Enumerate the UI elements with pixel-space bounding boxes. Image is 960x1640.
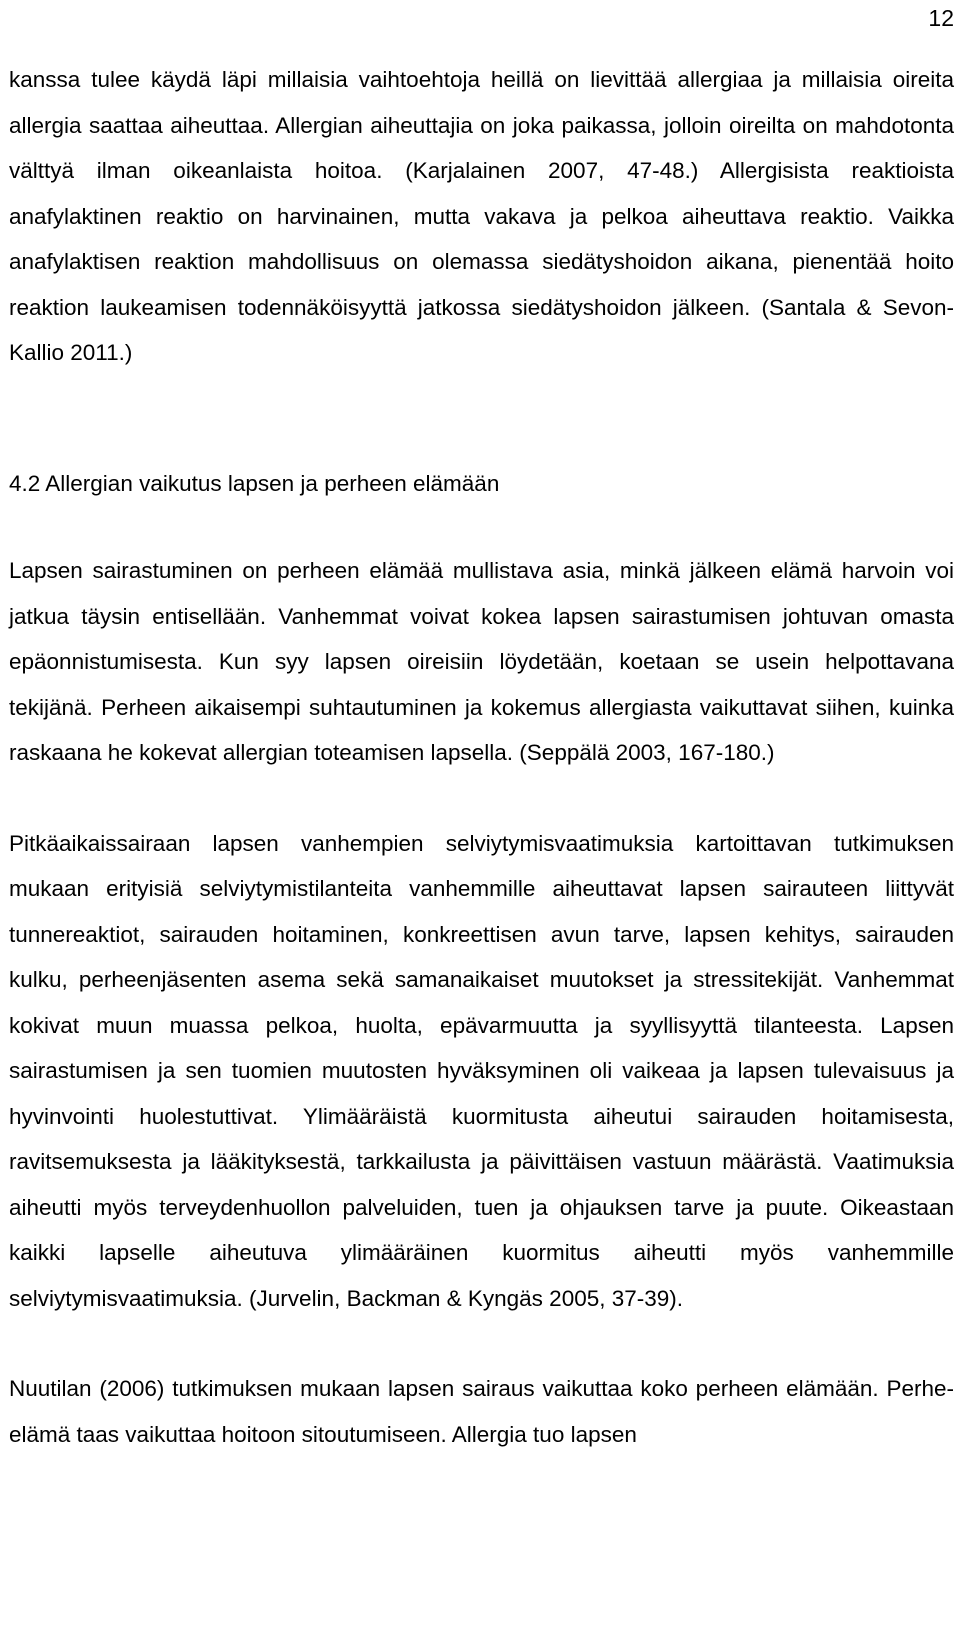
document-body	[9, 57, 954, 1457]
paragraph-family-impact: Lapsen sairastuminen on perheen elämää mullistava asia, minkä jälkeen elämä harvoin voi jatkua täysin entisellään. Vanhemmat voivat kokea lapsen sairastumisen johtuvan omasta epäonnistumisesta. Kun syy lapsen oireisiin löydetään, koetaan se usein helpottavana tekijänä. Perheen aikaisempi suhtautuminen ja kokemus allergiasta vaikuttavat siihen, kuinka raskaana he kokevat allergian toteamisen lapsella. (Seppälä 2003, 167-180.)	[9, 558, 954, 765]
spacer	[9, 506, 954, 548]
spacer	[9, 1321, 954, 1366]
paragraph-parent-coping: Pitkäaikaissairaan lapsen vanhempien selviytymisvaatimuksia kartoittavan tutkimuksen mukaan erityisiä selviytymistilanteita vanhemmille aiheuttavat lapsen sairauteen liittyvät tunnereaktiot, sairauden hoitaminen, konkreettisen avun tarve, lapsen kehitys, sairauden kulku, perheenjäsenten asema sekä samanaikaiset muutokset ja stressitekijät. Vanhemmat kokivat muun muassa pelkoa, huolta, epävarmuutta ja syyllisyyttä tilanteesta. Lapsen sairastumisen ja sen tuomien muutosten hyväksyminen oli vaikeaa ja lapsen tulevaisuus ja hyvinvointi huolestuttivat. Ylimääräistä kuormitusta aiheutui sairauden hoitamisesta, ravitsemuksesta ja lääkityksestä, tarkkailusta ja päivittäisen vastuun määrästä. Vaatimuksia aiheutti myös terveydenhuollon palveluiden, tuen ja ohjauksen tarve ja puute. Oikeastaan kaikki lapselle aiheutuva ylimääräinen kuormitus aiheutti myös vanhemmille selviytymisvaatimuksia. (Jurvelin, Backman & Kyngäs 2005, 37-39).	[9, 830, 954, 1311]
paragraph-allergy-reactions: kanssa tulee käydä läpi millaisia vaihtoehtoja heillä on lievittää allergiaa ja millaisia oireita allergia saattaa aiheuttaa. Allergian aiheuttajia on joka paikassa, jolloin oireilta on mahdotonta välttyä ilman oikeanlaista hoitoa. (Karjalainen 2007, 47-48.) Allergisista reaktioista anafylaktinen reaktio on harvinainen, mutta vakava ja pelkoa aiheuttava reaktio. Vaikka anafylaktisen reaktion mahdollisuus on olemassa siedätyshoidon aikana, pienentää hoito reaktion laukeamisen todennäköisyyttä jatkossa siedätyshoidon jälkeen. (Santala & Sevon-Kallio 2011.)	[9, 67, 954, 365]
page-number: 12	[928, 5, 954, 31]
section-heading: 4.2 Allergian vaikutus lapsen ja perheen elämään	[9, 470, 500, 496]
spacer	[9, 776, 954, 821]
spacer	[9, 376, 954, 461]
paragraph-nuutila-study: Nuutilan (2006) tutkimuksen mukaan lapsen sairaus vaikuttaa koko perheen elämään. Perhe-elämä taas vaikuttaa hoitoon sitoutumiseen. Allergia tuo lapsen	[9, 1376, 954, 1447]
